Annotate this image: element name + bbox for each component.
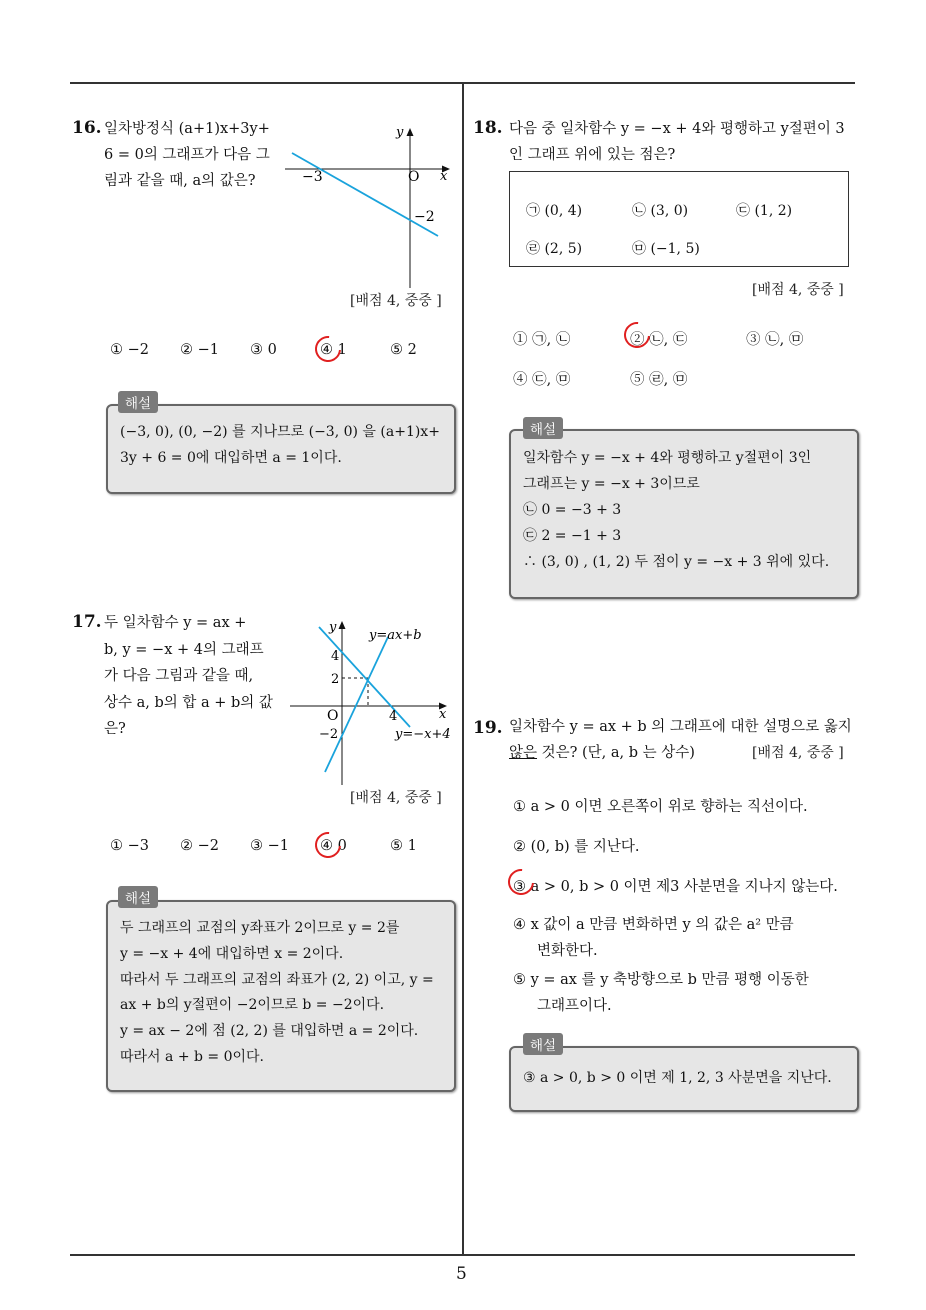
question-text xyxy=(509,116,845,168)
score-label: [배점 4, 중중 ] xyxy=(350,293,442,309)
choice-4-cont: 변화한다. xyxy=(537,943,598,959)
x-axis-label: x xyxy=(439,707,447,722)
choice-2[interactable]: ② −1 xyxy=(180,342,219,358)
solution-line: (−3, 0), (0, −2) 를 지나므로 (−3, 0) 을 (a+1)x+ xyxy=(120,424,440,440)
solution-line: ㉡ 0 = −3 + 3 xyxy=(523,502,622,518)
choice-5[interactable]: ⑤ 1 xyxy=(390,838,417,854)
choice-3[interactable]: ③ 0 xyxy=(250,342,277,358)
tick-x-4: 4 xyxy=(389,709,398,724)
solution-line: ㉢ 2 = −1 + 3 xyxy=(523,528,622,544)
choice-4[interactable]: ④ 1 xyxy=(320,342,347,358)
choice-2[interactable]: ② −2 xyxy=(180,838,219,854)
column-divider xyxy=(462,84,464,1256)
choice-4[interactable]: ④ ㉢, ㉤ xyxy=(513,372,571,388)
question-number: 17. xyxy=(72,612,102,632)
solution-line: 두 그래프의 교점의 y좌표가 2이므로 y = 2를 xyxy=(120,920,400,936)
tick-y-2: 2 xyxy=(331,672,340,687)
choice-2[interactable]: ② (0, b) 를 지난다. xyxy=(513,839,640,855)
y-axis-arrow xyxy=(407,128,414,136)
question-line: 일차방정식 (a+1)x+3y+ xyxy=(104,121,270,137)
solution-line: y = −x + 4에 대입하면 x = 2이다. xyxy=(120,945,344,962)
question-number: 16. xyxy=(72,118,102,138)
question-line: 림과 같을 때, a의 값은? xyxy=(104,173,256,189)
solution-line: 따라서 a + b = 0이다. xyxy=(120,1048,264,1065)
choice-1[interactable]: ① −2 xyxy=(110,342,149,358)
solution-tag: 해설 xyxy=(118,886,158,908)
choice-5[interactable]: ⑤ 2 xyxy=(390,342,417,358)
origin-label: O xyxy=(408,169,420,185)
solution-tag: 해설 xyxy=(523,1033,563,1055)
y-axis-label: y xyxy=(329,620,337,635)
question-line: 상수 a, b의 합 a + b의 값 xyxy=(104,694,273,711)
question-text xyxy=(104,116,270,194)
solution-line: 3y + 6 = 0에 대입하면 a = 1이다. xyxy=(120,449,342,466)
solution-text xyxy=(120,916,444,1071)
point-d: ㉣ (2, 5) xyxy=(526,241,583,257)
choice-1[interactable]: ① ㉠, ㉡ xyxy=(513,332,571,348)
solution-line: ax + b의 y절편이 −2이므로 b = −2이다. xyxy=(120,997,385,1014)
question-text xyxy=(104,610,273,743)
solution-box xyxy=(106,404,456,494)
solution-text xyxy=(120,420,444,471)
solution-text xyxy=(523,445,847,575)
point-a: ㉠ (0, 4) xyxy=(526,203,583,219)
graph-17 xyxy=(285,615,455,790)
solution-line: 일차함수 y = −x + 4와 평행하고 y절편이 3인 xyxy=(523,450,812,466)
solution-box xyxy=(509,1046,859,1112)
point-e: ㉤ (−1, 5) xyxy=(632,241,700,257)
solution-tag: 해설 xyxy=(118,391,158,413)
solution-line: 따라서 두 그래프의 교점의 좌표가 (2, 2) 이고, y = xyxy=(120,971,434,988)
graph-16 xyxy=(280,120,455,290)
question-number: 19. xyxy=(473,718,503,738)
choice-4[interactable]: ④ 0 xyxy=(320,838,347,854)
y-axis-label: y xyxy=(396,125,404,140)
question-line: 두 일차함수 y = ax + xyxy=(104,615,247,631)
y-intercept-label: −2 xyxy=(414,209,435,225)
score-label: [배점 4, 중중 ] xyxy=(752,745,844,761)
choice-4[interactable]: ④ x 값이 a 만큼 변화하면 y 의 값은 a² 만큼 xyxy=(513,917,794,933)
choice-5[interactable]: ⑤ ㉣, ㉤ xyxy=(630,372,688,388)
score-label: [배점 4, 중중 ] xyxy=(350,790,442,806)
line2-label: y=−x+4 xyxy=(395,727,451,742)
solution-text xyxy=(523,1066,847,1092)
question-line: 은? xyxy=(104,721,126,737)
question-line: 가 다음 그림과 같을 때, xyxy=(104,668,254,684)
question-line-rest: 것은? (단, a, b 는 상수) xyxy=(537,745,695,761)
x-intercept-label: −3 xyxy=(302,169,323,185)
solution-line: ③ a > 0, b > 0 이면 제 1, 2, 3 사분면을 지난다. xyxy=(523,1070,832,1086)
bottom-rule xyxy=(70,1254,855,1256)
page-number: 5 xyxy=(456,1264,467,1284)
answer-mark xyxy=(310,331,347,368)
x-axis-label: x xyxy=(440,169,448,184)
question-number: 18. xyxy=(473,118,503,138)
choice-1[interactable]: ① a > 0 이면 오른쪽이 위로 향하는 직선이다. xyxy=(513,799,808,815)
solution-line: y = ax − 2에 점 (2, 2) 를 대입하면 a = 2이다. xyxy=(120,1023,419,1040)
tick-y-4: 4 xyxy=(331,649,340,664)
emphasis-not: 않은 xyxy=(509,745,538,761)
choice-5-cont: 그래프이다. xyxy=(537,998,612,1014)
point-c: ㉢ (1, 2) xyxy=(736,203,793,219)
solution-line: 그래프는 y = −x + 3이므로 xyxy=(523,476,700,492)
question-line: 다음 중 일차함수 y = −x + 4와 평행하고 y절편이 3 xyxy=(509,121,845,137)
choice-5[interactable]: ⑤ y = ax 를 y 축방향으로 b 만큼 평행 이동한 xyxy=(513,972,809,988)
solution-box xyxy=(509,429,859,599)
solution-box xyxy=(106,900,456,1092)
choice-1[interactable]: ① −3 xyxy=(110,838,149,854)
choice-3[interactable]: ③ a > 0, b > 0 이면 제3 사분면을 지나지 않는다. xyxy=(513,879,838,895)
points-box xyxy=(509,171,849,267)
tick-y-neg2: −2 xyxy=(319,727,339,742)
question-line: 6 = 0의 그래프가 다음 그 xyxy=(104,147,270,163)
point-b: ㉡ (3, 0) xyxy=(632,203,689,219)
origin-label: O xyxy=(327,708,339,724)
line1-label: y=ax+b xyxy=(369,628,422,643)
question-line: 일차함수 y = ax + b 의 그래프에 대한 설명으로 옳지 xyxy=(509,719,852,735)
question-line: 인 그래프 위에 있는 점은? xyxy=(509,147,676,163)
question-line: b, y = −x + 4의 그래프 xyxy=(104,641,264,658)
choice-3[interactable]: ③ −1 xyxy=(250,838,289,854)
solution-line: ∴ (3, 0) , (1, 2) 두 점이 y = −x + 3 위에 있다. xyxy=(523,554,830,570)
score-label: [배점 4, 중중 ] xyxy=(752,282,844,298)
answer-mark xyxy=(310,827,347,864)
y-axis-arrow xyxy=(339,621,346,629)
choice-2[interactable]: ② ㉡, ㉢ xyxy=(630,332,688,348)
solution-tag: 해설 xyxy=(523,417,563,439)
choice-3[interactable]: ③ ㉡, ㉤ xyxy=(746,332,804,348)
